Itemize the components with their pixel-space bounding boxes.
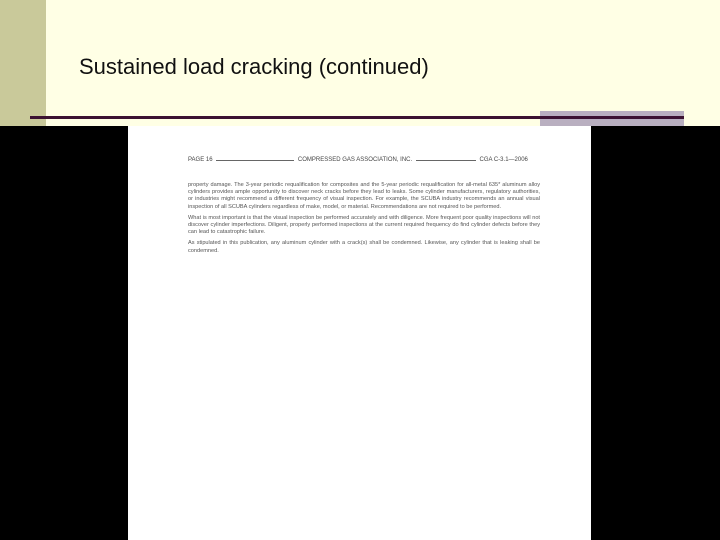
body-paragraph: As stipulated in this publication, any aluminum cylinder with a crack(s) shall be condemned. Likewise, any cylinder that is leaking shall be condemned. (188, 240, 540, 254)
scanned-document-page (128, 126, 591, 540)
publication-number: CGA C-3.1—2006 (479, 157, 528, 163)
document-header (188, 157, 538, 163)
body-paragraph: What is most important is that the visual inspection be performed accurately and with diligence. More frequent poor quality inspections will not discover cylinder imperfections. Diligent, properly performed inspections at the current required frequency do find cylinder defects before they can lead to catastrophic failure. (188, 214, 540, 236)
header-separator (416, 160, 476, 161)
page-label: PAGE 16 (188, 157, 213, 163)
document-body (188, 182, 540, 259)
header-separator (216, 160, 294, 161)
left-accent-stripe (0, 0, 46, 126)
slide-title: Sustained load cracking (continued) (79, 54, 429, 79)
title-divider (30, 116, 684, 119)
body-paragraph: property damage. The 3-year periodic requalification for composites and the 5-year periodic requalification for all-metal 635* aluminum alloy cylinders provides ample opportunity to discover neck cracks before they lead to leaks. Some cylinder manufacturers, regulatory authorities, or industries might recommend a different frequency of visual inspection. For example, the SCUBA industry recommends an annual visual inspection of all SCUBA cylinders regardless of make, model, or material. Recommendations are not required to be performed. (188, 182, 540, 210)
publisher-name: COMPRESSED GAS ASSOCIATION, INC. (297, 157, 413, 163)
